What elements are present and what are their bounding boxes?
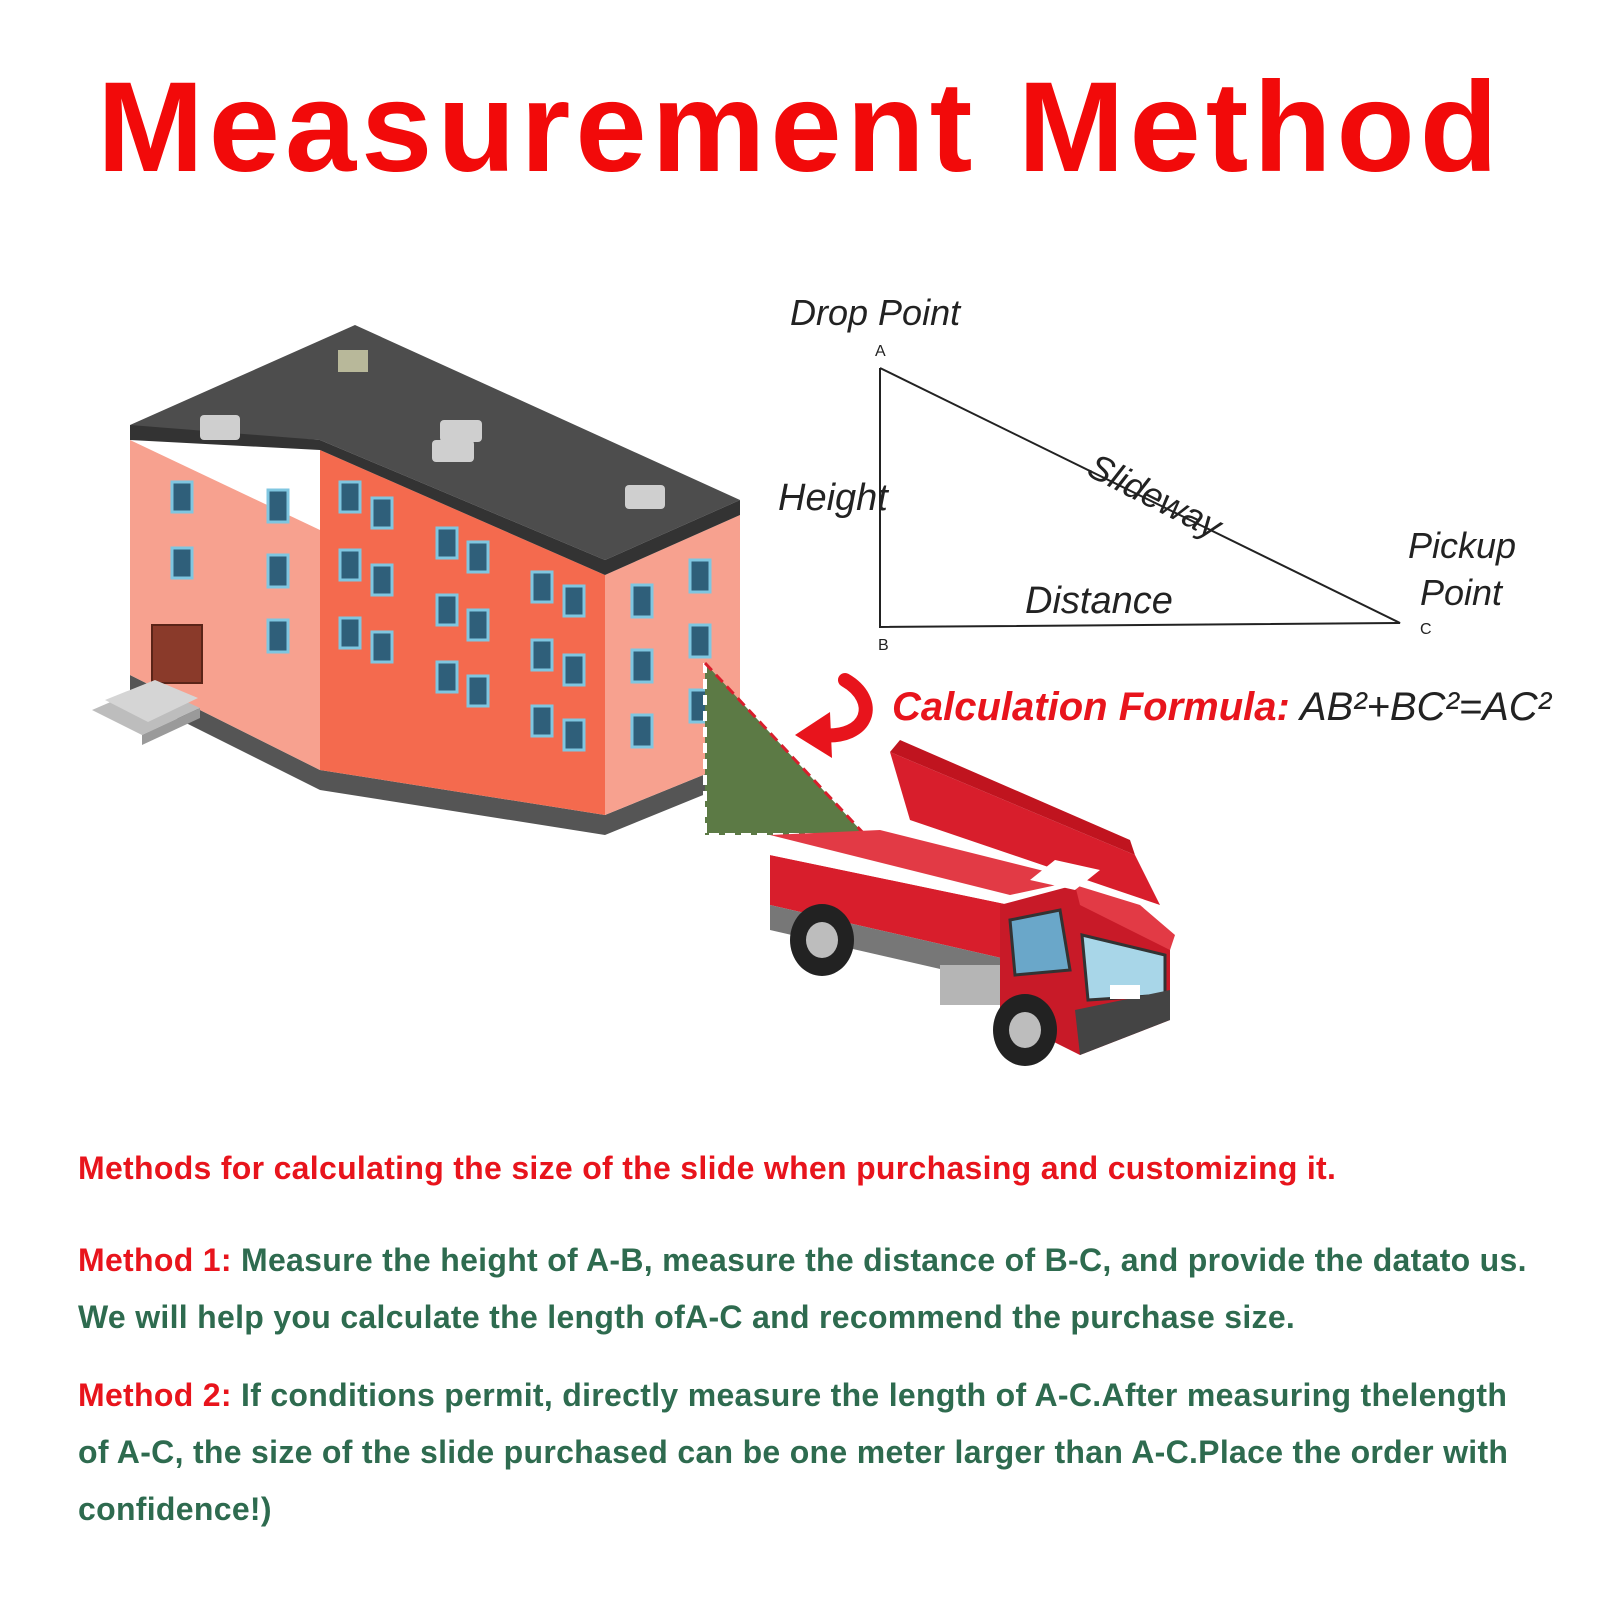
pickup-point-label-line1: Pickup — [1408, 525, 1517, 566]
method-2-text: If conditions permit, directly measure the length of A-C.After measuring thelength of A-C, the size of the slide purchased can be one meter larger than A-C.Place the order with confidence!) — [78, 1377, 1509, 1527]
method-2-block — [78, 1367, 1538, 1538]
height-label: Height — [778, 477, 888, 519]
vertex-c-label: C — [1420, 621, 1432, 638]
truck-illustration — [770, 740, 1175, 1066]
method-1-block — [78, 1232, 1538, 1346]
intro-text: Methods for calculating the size of the slide when purchasing and customizing it. — [78, 1150, 1337, 1186]
vertex-b-label: B — [878, 637, 889, 654]
green-triangle-icon — [705, 663, 865, 835]
slideway-label: Slideway — [1081, 445, 1229, 547]
method-2-label: Method 2: — [78, 1377, 232, 1413]
method-1-text: Measure the height of A-B, measure the distance of B-C, and provide the datato us. We will help you calculate the length ofA-C and recommend the purchase size. — [78, 1242, 1527, 1335]
curved-arrow-icon — [795, 680, 866, 758]
calculation-formula — [892, 685, 1551, 730]
formula-label: Calculation Formula: — [892, 685, 1290, 729]
page-title: Measurement Method — [97, 56, 1503, 199]
building-illustration — [92, 325, 740, 835]
distance-label: Distance — [1025, 580, 1173, 622]
method-1-label: Method 1: — [78, 1242, 232, 1278]
pickup-point-label-line2: Point — [1420, 572, 1503, 613]
drop-point-label: Drop Point — [790, 292, 961, 333]
vertex-a-label: A — [875, 343, 886, 360]
formula-expression: AB²+BC²=AC² — [1299, 685, 1551, 729]
